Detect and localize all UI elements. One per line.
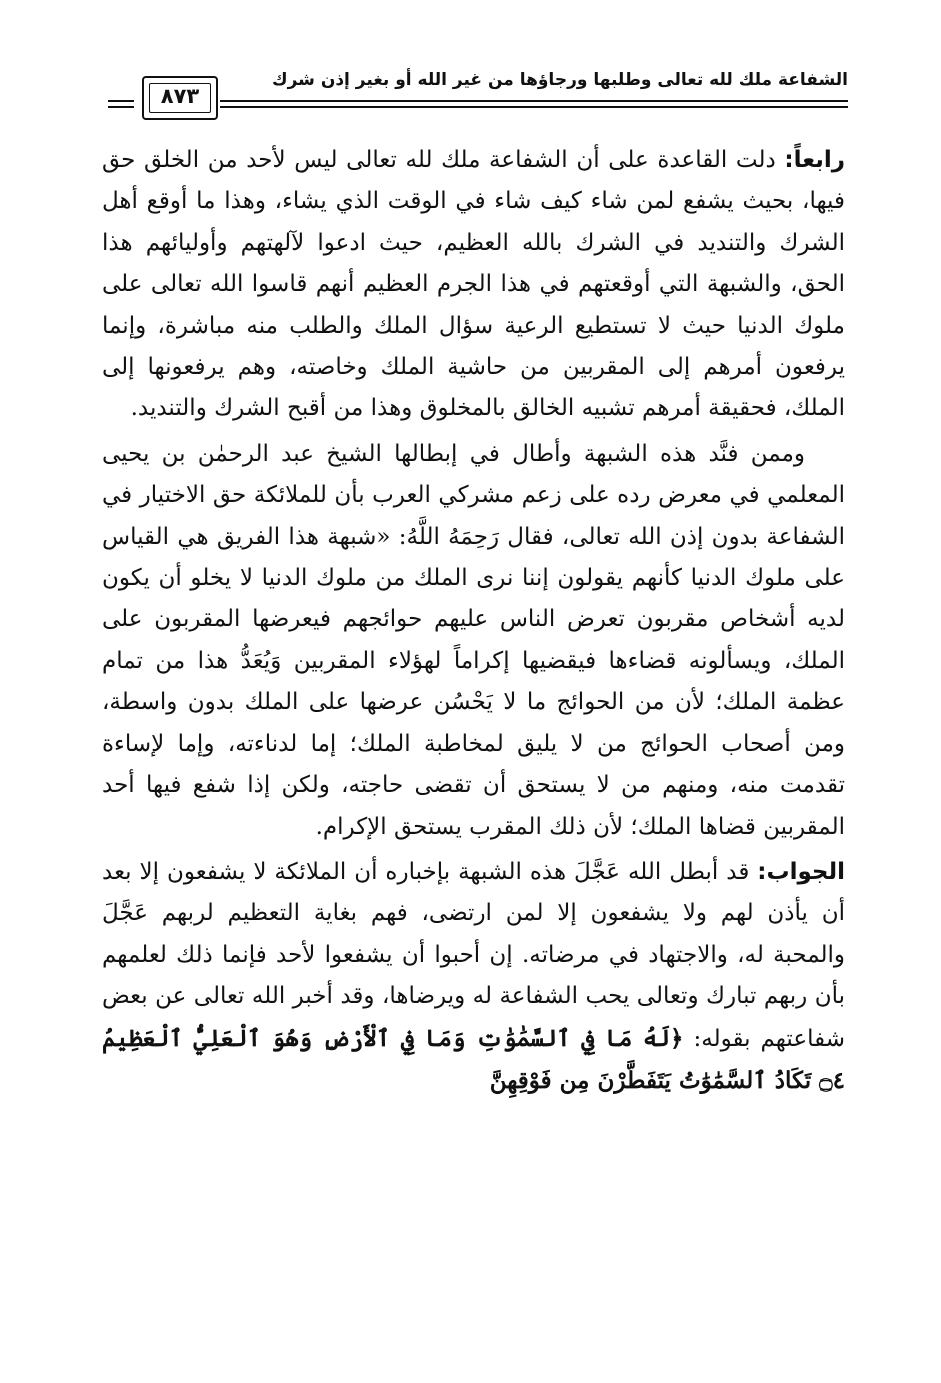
header-rule-bottom	[220, 106, 848, 108]
page-number-frame	[142, 76, 218, 120]
body-text	[102, 140, 845, 1300]
paragraph-1	[102, 140, 845, 430]
paragraph-lead: الجواب:	[757, 858, 845, 885]
paragraph-lead: رابعاً:	[784, 147, 845, 173]
header-rule-left-bottom	[108, 106, 134, 108]
paragraph-text: وممن فنَّد هذه الشبهة وأطال في إبطالها الشيخ عبد الرحمٰن بن يحيى المعلمي في معرض رده على زعم مشركي العرب بأن للملائكة حق الاختيار في الشفاعة بدون إذن الله تعالى، فقال رَحِمَهُ اللَّهُ: «شبهة هذا الفريق هي القياس على ملوك الدنيا كأنهم يقولون إننا نرى الملك من ملوك الدنيا لا يخلو أن يكون لديه أشخاص مقربون تعرض الناس عليهم حوائجهم فيعرضها المقربون على الملك، ويسألونه قضاءها فيقضيها إكراماً لهؤلاء المقربين وَيُعَدُّ هذا من تمام عظمة الملك؛ لأن من الحوائج ما لا يَحْسُن عرضها على الملك بدون واسطة، ومن أصحاب الحوائج من لا يليق لمخاطبة الملك؛ إما لدناءته، وإما لإساءة تقدمت منه، ومنهم من لا يستحق أن تقضى حاجته، ولكن إذا شفع فيها أحد المقربين قضاها الملك؛ لأن ذلك المقرب يستحق الإكرام.	[102, 440, 845, 840]
quran-quote: ﴿لَهُ مَا فِي ٱلسَّمَٰوَٰتِ وَمَا فِي ٱلْأَرْضِ وَهُوَ ٱلْعَلِيُّ ٱلْعَظِيمُ ۝٤ تَكَادُ ٱلسَّمَٰوَٰتُ يَتَفَطَّرْنَ مِن فَوْقِهِنَّ	[102, 1024, 845, 1094]
page-header	[108, 62, 848, 128]
paragraph-text: دلت القاعدة على أن الشفاعة ملك لله تعالى ليس لأحد من الخلق حق فيها، بحيث يشفع لمن شاء كيف شاء في الوقت الذي يشاء، وهذا ما أوقع أهل الشرك والتنديد في الشرك بالله العظيم، حيث ادعوا لآلهتهم وأوليائهم هذا الحق، والشبهة التي أوقعتهم في هذا الجرم العظيم أنهم قاسوا الله تعالى على ملوك الدنيا حيث لا تستطيع الرعية سؤال الملك والطلب منه مباشرة، وإنما يرفعون أمرهم إلى المقربين من حاشية الملك وخاصته، وهم يرفعونها إلى الملك، فحقيقة أمرهم تشبيه الخالق بالمخلوق وهذا من أقبح الشرك والتنديد.	[102, 147, 845, 422]
paragraph-2	[102, 434, 845, 848]
page-number: ٨٧٣	[160, 84, 200, 108]
header-rule-left-top	[108, 100, 134, 102]
paragraph-3	[102, 852, 845, 1102]
header-rule-top	[220, 100, 848, 102]
running-title: الشفاعة ملك لله تعالى وطلبها ورجاؤها من غير الله أو بغير إذن شرك	[272, 70, 848, 90]
paragraph-text: قد أبطل الله عَجَّلَ هذه الشبهة بإخباره أن الملائكة لا يشفعون إلا بعد أن يأذن لهم ولا يشفعون إلا لمن ارتضى، فهم بغاية التعظيم لربهم عَجَّلَ والمحبة له، والاجتهاد في مرضاته. إن أحبوا أن يشفعوا لأحد فإنما ذلك لعلمهم بأن ربهم تبارك وتعالى يحب الشفاعة له ويرضاها، وقد أخبر الله تعالى عن بعض شفاعتهم بقوله:	[102, 858, 845, 1052]
